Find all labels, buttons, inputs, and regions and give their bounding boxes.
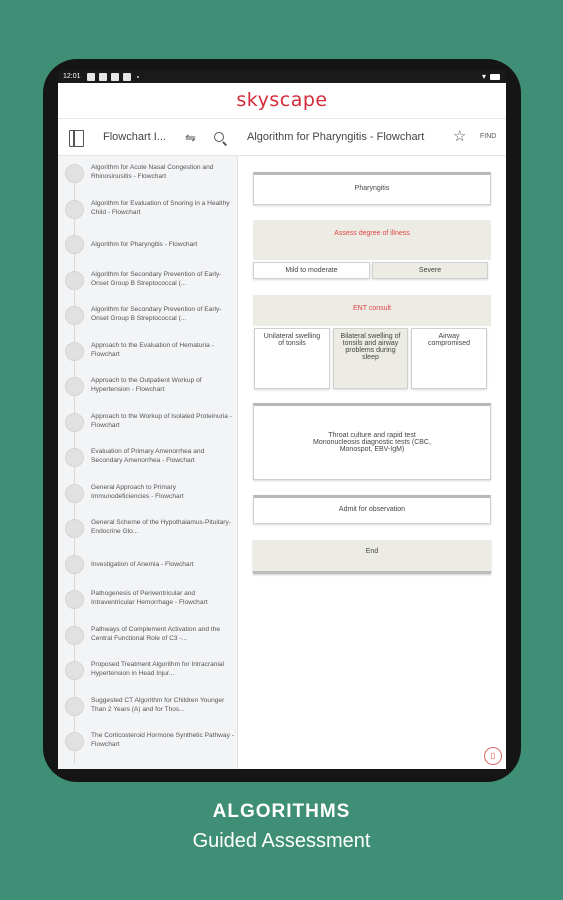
list-item[interactable]: Algorithm for Evaluation of Snoring in a Healthy Child - Flowchart — [58, 193, 238, 228]
bullet-icon — [65, 377, 84, 396]
flow-option-mild[interactable]: Mild to moderate — [253, 262, 370, 279]
notification-icon — [87, 73, 95, 81]
flow-option-severe[interactable]: Severe — [372, 262, 488, 279]
notification-icon — [111, 73, 119, 81]
find-button[interactable]: FIND — [480, 133, 497, 140]
list-item[interactable]: Suggested CT Algorithm for Children Younger Than 2 Years (A) and for Thos... — [58, 690, 238, 725]
list-item[interactable]: Approach to the Workup of Isolated Proteinuria - Flowchart — [58, 406, 238, 441]
book-icon[interactable] — [69, 130, 84, 147]
search-icon[interactable] — [214, 132, 224, 142]
flowchart-title: Algorithm for Pharyngitis - Flowchart — [247, 131, 425, 143]
flowchart-pane — [239, 120, 506, 769]
list-item[interactable]: Pathways of Complement Activation and the Central Functional Role of C3 -... — [58, 619, 238, 654]
list-item[interactable]: Algorithm for Secondary Prevention of Early-Onset Group B Streptococcal (... — [58, 264, 238, 299]
status-time: 12:01 — [63, 73, 81, 80]
tablet-screen — [58, 71, 506, 769]
bullet-icon — [65, 342, 84, 361]
flow-option-unilateral[interactable]: Unilateral swelling of tonsils — [254, 328, 330, 389]
brand-logo: skyscape — [236, 89, 328, 111]
bullet-icon — [65, 555, 84, 574]
list-item[interactable]: Algorithm for Pharyngitis - Flowchart — [58, 228, 238, 263]
bullet-icon — [65, 306, 84, 325]
status-bar — [58, 71, 506, 83]
more-notifications-icon — [137, 76, 139, 78]
list-item[interactable]: Investigation of Anemia - Flowchart — [58, 548, 238, 583]
list-item[interactable]: The Corticosteroid Hormone Synthetic Pathway - Flowchart — [58, 725, 238, 760]
star-icon[interactable]: ☆ — [453, 128, 467, 145]
bullet-icon — [65, 661, 84, 680]
flow-node-end[interactable]: End — [253, 540, 491, 574]
bullet-icon — [65, 519, 84, 538]
flow-node-assess[interactable]: Assess degree of illness — [253, 220, 491, 260]
bullet-icon — [65, 271, 84, 290]
bullet-icon — [65, 484, 84, 503]
skyscape-badge-icon[interactable]: ▯ — [484, 747, 502, 765]
notification-icon — [99, 73, 107, 81]
bullet-icon — [65, 235, 84, 254]
flow-node-start[interactable]: Pharyngitis — [253, 172, 491, 205]
filter-icon[interactable]: ⇋ — [185, 130, 196, 145]
bullet-icon — [65, 697, 84, 716]
list-item[interactable]: Algorithm for Secondary Prevention of Early-Onset Group B Streptococcal (... — [58, 299, 238, 334]
notification-icon — [123, 73, 131, 81]
list-item[interactable]: Approach to the Evaluation of Hematuria - Flowchart — [58, 335, 238, 370]
battery-icon — [490, 74, 500, 80]
bullet-icon — [65, 448, 84, 467]
list-title: Flowchart I... — [103, 131, 166, 143]
wifi-icon: ▾ — [481, 72, 486, 81]
flow-node-tests[interactable]: Throat culture and rapid test Mononucleosis diagnostic tests (CBC, Monospot, EBV-IgM) — [253, 403, 491, 480]
topic-list-pane — [58, 120, 238, 769]
list-item[interactable]: General Scheme of the Hypothalamus-Pituitary-Endocrine Glo... — [58, 512, 238, 547]
bullet-icon — [65, 626, 84, 645]
bullet-icon — [65, 164, 84, 183]
list-item[interactable]: General Approach to Primary Immunodeficiencies - Flowchart — [58, 477, 238, 512]
bullet-icon — [65, 732, 84, 751]
bullet-icon — [65, 413, 84, 432]
list-header — [58, 120, 238, 156]
app-header — [58, 83, 506, 119]
flow-option-airway[interactable]: Airway compromised — [411, 328, 487, 389]
bullet-icon — [65, 200, 84, 219]
list-item[interactable]: Algorithm for Acute Nasal Congestion and Rhinosinusitis - Flowchart — [58, 157, 238, 192]
flowchart-header — [239, 120, 506, 156]
list-item[interactable]: Approach to the Outpatient Workup of Hypertension - Flowchart — [58, 370, 238, 405]
list-item[interactable]: Evaluation of Primary Amenorrhea and Secondary Amenorrhea - Flowchart — [58, 441, 238, 476]
list-item[interactable]: Proposed Treatment Algorithm for Intracranial Hypertension in Head Injur... — [58, 654, 238, 689]
caption-subtitle: Guided Assessment — [192, 830, 371, 852]
flow-option-bilateral[interactable]: Bilateral swelling of tonsils and airway problems during sleep — [333, 328, 408, 389]
flow-node-ent[interactable]: ENT consult — [253, 295, 491, 326]
bullet-icon — [65, 590, 84, 609]
flow-node-admit[interactable]: Admit for observation — [253, 495, 491, 524]
caption-title: ALGORITHMS — [212, 801, 351, 822]
list-item[interactable]: Pathogenesis of Periventricular and Intraventricular Hemorrhage - Flowchart — [58, 583, 238, 618]
